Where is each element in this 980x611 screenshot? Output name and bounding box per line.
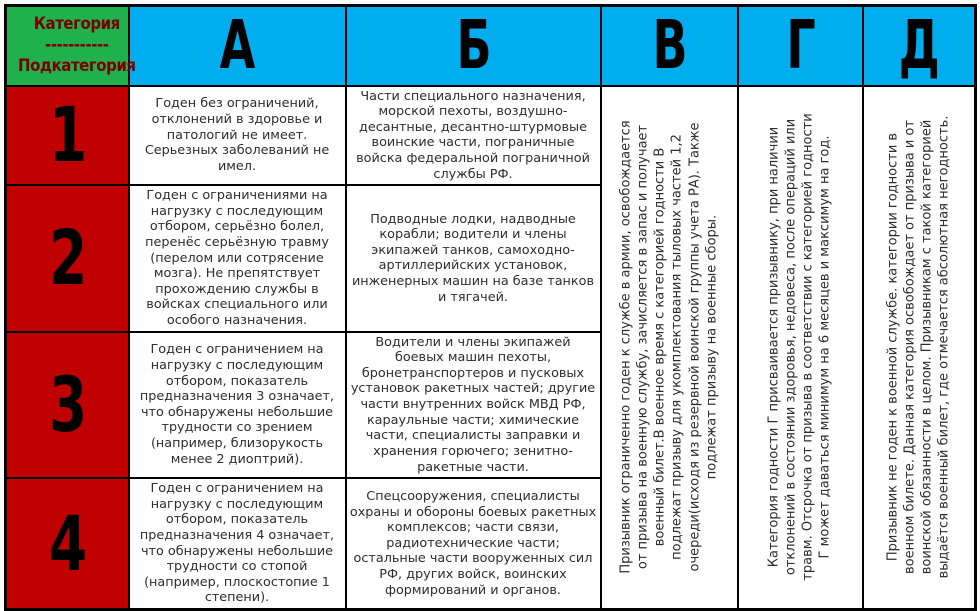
row-header-3 (6, 332, 129, 478)
column-header-v-label: В (652, 6, 686, 85)
cell-v-vertical-text: Призывник ограниченно годен к службе в армии, освобождается от призыва на военную службу, зачисляется в запас и получает военный билет.В военное время с категорией годности В подлежат призыву для укомплектования тыловых частей 1,2 очереди(исходя из резервной воинской группы учета РА). Также подлежат призыву на военные сборы. (618, 120, 720, 574)
column-header-a-label: А (219, 6, 255, 85)
table-row-1 (6, 86, 976, 186)
column-header-d-label: Д (898, 6, 939, 85)
column-header-b-label: Б (456, 6, 490, 85)
cell-d-vertical-text: Призывник не годен к военной службе. категории годности в военном билете. Данная категория освобождает от призыва и от воинской обязанности в целом. Призывникам с такой категорией выдаётся военный билет, где отмечается абсолютная негодность. (885, 115, 952, 579)
corner-subtitle: Подкатегория (18, 56, 136, 77)
column-header-d (863, 6, 976, 86)
row-header-2-label: 2 (48, 213, 86, 303)
row-header-1-label: 1 (48, 90, 86, 180)
column-header-v (601, 6, 738, 86)
cell-a4: Годен с ограничением на нагрузку с последующим отбором, показатель предназначения 4 означает, что обнаружены небольшие трудности со стопой (например, плоскостопие 1 степени). (129, 478, 346, 609)
header-row (6, 6, 976, 86)
column-header-b (346, 6, 601, 86)
cell-b3: Водители и члены экипажей боевых машин пехоты, бронетранспортеров и пусковых установок ракетных частей; другие части внутренних войск МВД РФ, караульные части; химические части, специалисты заправки и хранения горючего; зенитно-ракетные части. (346, 332, 601, 478)
corner-divider: ----------- (45, 35, 109, 56)
column-header-g (738, 6, 863, 86)
row-header-4 (6, 478, 129, 609)
corner-label (18, 14, 136, 78)
cell-b1: Части специального назначения, морской пехоты, воздушно-десантные, десантно-штурмовые воинские части, пограничные войска федеральной пограничной службы РФ. (346, 86, 601, 186)
cell-v-merged (601, 86, 738, 610)
corner-title: Категория (33, 13, 120, 34)
row-header-3-label: 3 (48, 359, 86, 449)
row-header-2 (6, 185, 129, 331)
cell-g-vertical-text: Категория годности Г присваивается призывнику, при наличии отклонений в состоянии здоровья, недовеса, после операций или травм. Отсрочка от призыва в соответствии с категорией годности Г может даваться минимум на 6 месяцев и максимум на год. (766, 113, 834, 581)
cell-a2: Годен с ограничениями на нагрузку с последующим отбором, серьёзно болел, перенёс серьёзную травму (перелом или сотрясение мозга). Не препятствует прохождению службы в войсках специального или особого назначения. (129, 185, 346, 331)
cell-b4: Спецсооружения, специалисты охраны и обороны боевых ракетных комплексов; части связи, радиотехнические части; остальные части вооруженных сил РФ, других войск, воинских формирований и органов. (346, 478, 601, 609)
cell-d-merged (863, 86, 976, 610)
cell-g-merged (738, 86, 863, 610)
corner-cell (6, 6, 136, 86)
cell-a3: Годен с ограничением на нагрузку с последующим отбором, показатель предназначения 3 означает, что обнаружены небольшие трудности со зрением (например, близорукость менее 2 диоптрий). (129, 332, 346, 478)
military-fitness-categories-table (4, 4, 977, 611)
column-header-g-label: Г (786, 6, 814, 85)
row-header-4-label: 4 (48, 498, 86, 588)
cell-a1: Годен без ограничений, отклонений в здоровье и патологий не имеет. Серьезных заболеваний не имел. (129, 86, 346, 186)
cell-b2: Подводные лодки, надводные корабли; водители и члены экипажей танков, самоходно-артиллерийских установок, инженерных машин на базе танков и тягачей. (346, 185, 601, 331)
row-header-1 (6, 86, 129, 186)
column-header-a (129, 6, 346, 86)
